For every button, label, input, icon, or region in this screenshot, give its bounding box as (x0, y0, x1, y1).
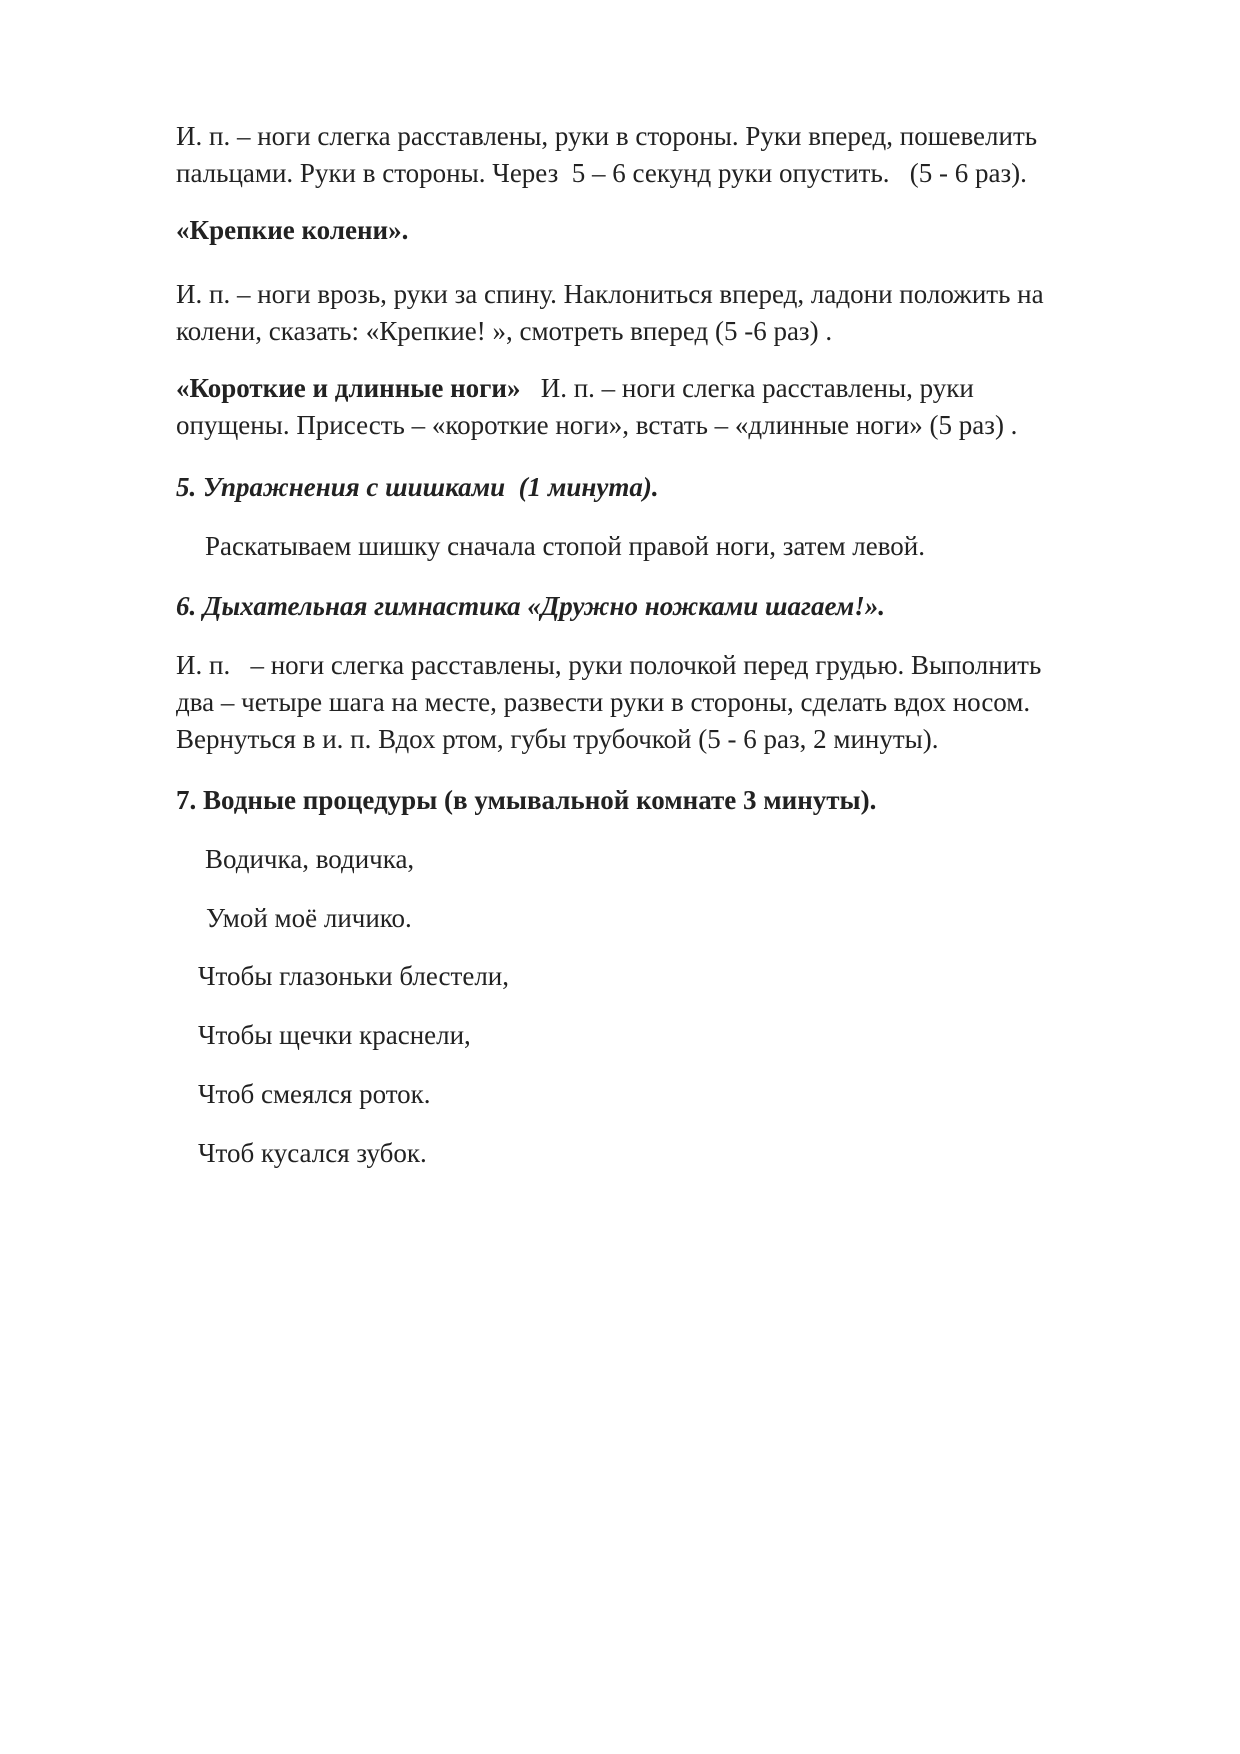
short-long-legs-line-2: опущены. Присесть – «короткие ноги», встать – «длинные ноги» (5 раз) . (176, 410, 1018, 440)
section-6-line-1: И. п. – ноги слегка расставлены, руки полочкой перед грудью. Выполнить (176, 650, 1042, 680)
poem-line: Чтобы глазоньки блестели, (198, 961, 510, 991)
strong-knees-line-2: колени, сказать: «Крепкие! », смотреть вперед (5 -6 раз) . (176, 316, 833, 346)
poem-line: Водичка, водичка, (205, 844, 415, 874)
section-6-line-3: Вернуться в и. п. Вдох ртом, губы трубочкой (5 - 6 раз, 2 минуты). (176, 724, 939, 754)
section-7-heading: 7. Водные процедуры (в умывальной комнате 3 минуты). (176, 785, 877, 815)
exercise-hands-line-2: пальцами. Руки в стороны. Через 5 – 6 секунд руки опустить. (5 - 6 раз). (176, 158, 1027, 188)
poem-line: Чтоб кусался зубок. (198, 1138, 427, 1168)
poem-line: Умой моё личико. (206, 903, 412, 933)
poem-line: Чтоб смеялся роток. (198, 1079, 431, 1109)
section-5-text: Раскатываем шишку сначала стопой правой ноги, затем левой. (205, 531, 926, 561)
poem-line: Чтобы щечки краснели, (198, 1020, 471, 1050)
exercise-hands-line-1: И. п. – ноги слегка расставлены, руки в стороны. Руки вперед, пошевелить (176, 121, 1038, 151)
strong-knees-title: «Крепкие колени». (176, 215, 409, 245)
strong-knees-line-1: И. п. – ноги врозь, руки за спину. Наклониться вперед, ладони положить на (176, 279, 1044, 309)
section-5-heading: 5. Упражнения с шишками (1 минута). (176, 472, 659, 502)
section-6-line-2: два – четыре шага на месте, развести руки в стороны, сделать вдох носом. (176, 687, 1031, 717)
section-6-heading: 6. Дыхательная гимнастика «Дружно ножками шагаем!». (176, 591, 886, 621)
short-long-legs-line-1 (176, 370, 974, 406)
short-long-legs-line-1-rest: И. п. – ноги слегка расставлены, руки (520, 373, 974, 403)
short-long-legs-title: «Короткие и длинные ноги» (176, 373, 521, 403)
